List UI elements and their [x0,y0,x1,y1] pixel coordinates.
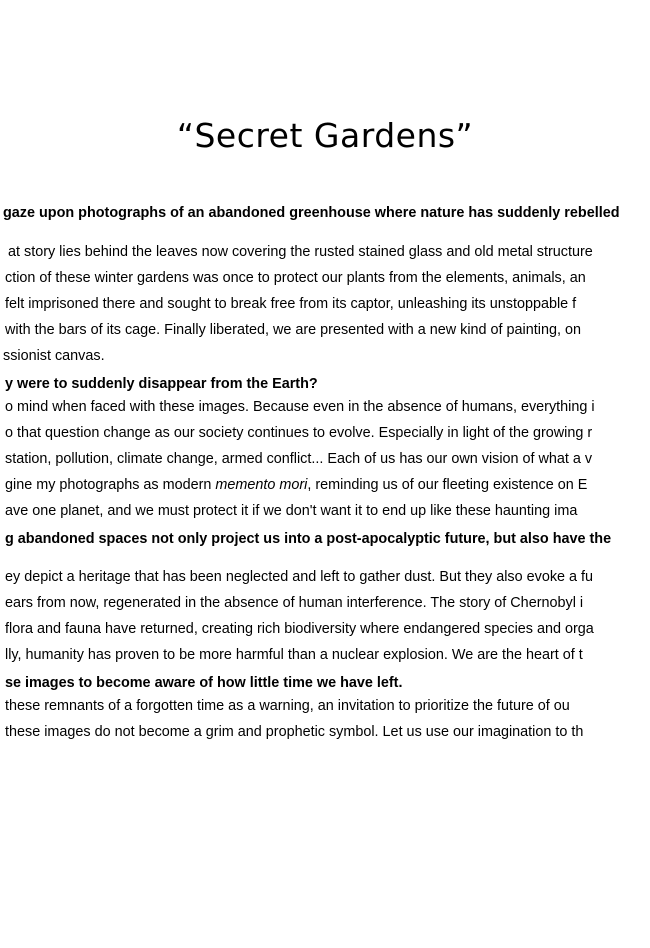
section-line: station, pollution, climate change, armed conflict... Each of us has our own vision of what a v [5,451,593,467]
text-span: , reminding us of our fleeting existence on E [307,477,588,493]
section-line: ears from now, regenerated in the absence of human interference. The story of Chernobyl i [5,595,584,611]
section-line: flora and fauna have returned, creating rich biodiversity where endangered species and orga [5,621,594,637]
section-heading: se images to become aware of how little time we have left. [5,675,403,691]
text-span: gine my photographs as modern [5,477,216,493]
italic-term: memento mori [215,477,308,493]
intro-line: felt imprisoned there and sought to break free from its captor, unleashing its unstoppable f [5,296,577,312]
intro-line: at story lies behind the leaves now covering the rusted stained glass and old metal structure [8,244,593,260]
section-line: ey depict a heritage that has been neglected and left to gather dust. But they also evoke a fu [5,569,594,585]
intro-line: ction of these winter gardens was once to protect our plants from the elements, animals, an [5,270,586,286]
intro-line: ssionist canvas. [3,348,105,364]
page-title: “Secret Gardens” [176,116,474,155]
intro-line: with the bars of its cage. Finally liberated, we are presented with a new kind of painting, on [5,322,581,338]
intro-heading: gaze upon photographs of an abandoned greenhouse where nature has suddenly rebelled [3,205,620,221]
section-line: ave one planet, and we must protect it if we don't want it to end up like these haunting ima [5,503,578,519]
section-line [5,475,587,495]
section-line: these remnants of a forgotten time as a warning, an invitation to prioritize the future of ou [5,698,570,714]
section-line: o that question change as our society continues to evolve. Especially in light of the growing r [5,425,593,441]
section-heading: y were to suddenly disappear from the Earth? [5,376,318,392]
section-line: these images do not become a grim and prophetic symbol. Let us use our imagination to th [5,724,584,740]
section-line: o mind when faced with these images. Because even in the absence of humans, everything i [5,399,595,415]
section-line: lly, humanity has proven to be more harmful than a nuclear explosion. We are the heart of t [5,647,583,663]
section-heading: g abandoned spaces not only project us into a post-apocalyptic future, but also have the [5,531,612,547]
